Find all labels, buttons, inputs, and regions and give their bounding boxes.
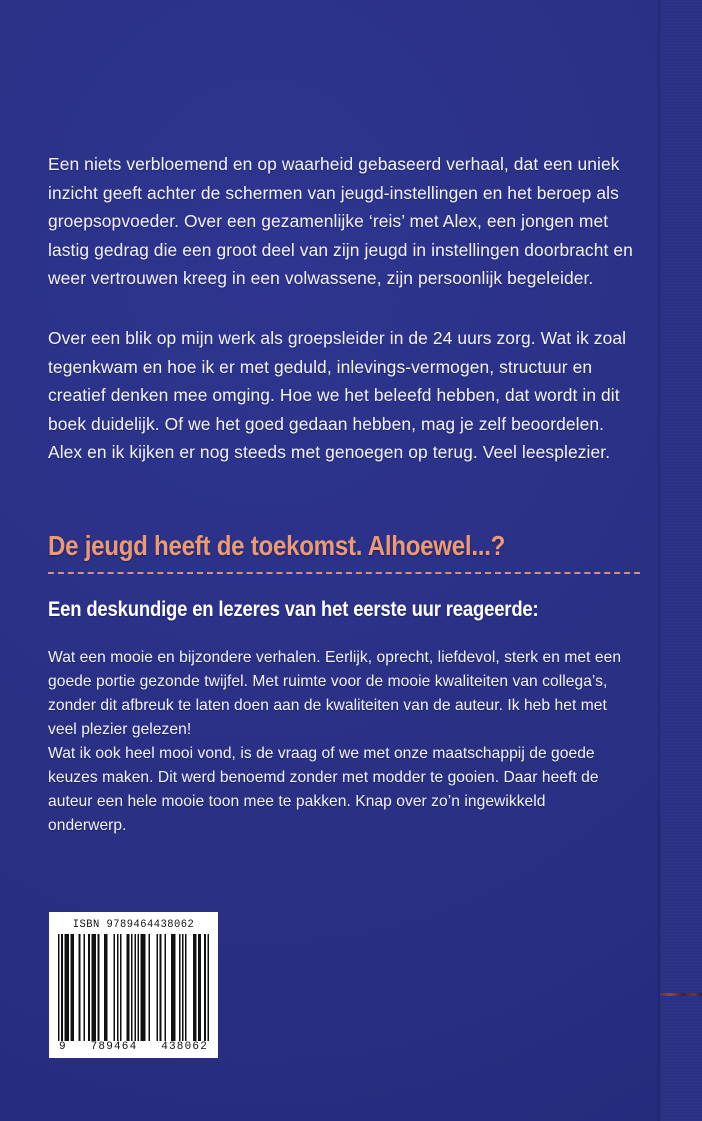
blurb-paragraph-2: Over een blik op mijn werk als groepsleider in de 24 uurs zorg. Wat ik zoal tegenkwam en hoe ik er met geduld, inlevings-vermogen, structuur en creatief denken mee omging. Hoe we het beleefd hebben, dat wordt in dit boek duidelijk. Of we het goed gedaan hebben, mag je zelf beoordelen. Alex en ik kijken er nog steeds met genoegen op terug. Veel leesplezier. [48,328,627,462]
cover-fold-seam [658,0,661,1121]
barcode-digit-row [58,1041,209,1054]
barcode-digit-group-2: 789464 [90,1041,138,1053]
review-paragraph-1: Wat een mooie en bijzondere verhalen. Eerlijk, oprecht, liefdevol, sterk en met een goede portie gezonde twijfel. Met ruimte voor de mooie kwaliteiten van collega’s, zonder dit afbreuk te laten doen aan de kwaliteiten van de auteur. Ik heb het met veel plezier gelezen! [48,649,622,738]
wraparound-sunset-photo-strip [660,0,702,1121]
horizon-ridge-line [660,993,702,996]
barcode-digit-group-1: 9 [59,1041,67,1053]
blurb-paragraph-1: Een niets verbloemend en op waarheid gebaseerd verhaal, dat een uniek inzicht geeft achter de schermen van jeugd-instellingen en het beroep als groepsopvoeder. Over een gezamenlijke ‘reis’ met Alex, een jongen met lastig gedrag die een groot deel van zijn jeugd in instellingen doorbracht en weer vertrouwen kreeg in een volwassene, zijn persoonlijk begeleider. [48,154,633,288]
barcode-bars [58,934,209,1041]
review-subheading: Een deskundige en lezeres van het eerste uur reageerde: [48,598,539,621]
barcode-digit-group-3: 438062 [161,1041,208,1053]
review-paragraph-2: Wat ik ook heel mooi vond, is de vraag of we met onze maatschappij de goede keuzes maken. Dit werd benoemd zonder met modder te gooien. Daar heeft de auteur een hele mooie toon mee te pakken. Knap over zo’n ingewikkeld onderwerp. [48,745,599,834]
photo-grain-overlay [660,0,702,1121]
isbn-number-label: ISBN 9789464438062 [72,919,195,931]
isbn-barcode [49,912,218,1058]
dashed-divider [48,572,640,574]
section-headline: De jeugd heeft de toekomst. Alhoewel...? [48,530,506,561]
